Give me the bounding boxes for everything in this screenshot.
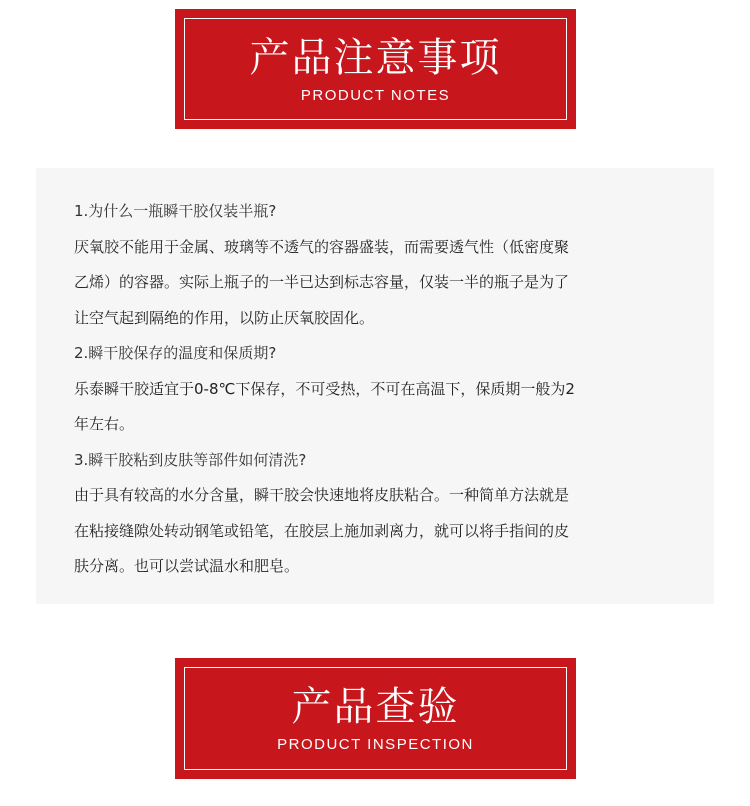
banner-title: 产品查验 bbox=[291, 684, 460, 730]
answer-2-line-1: 乐泰瞬干胶适宜于0-8℃下保存，不可受热，不可在高温下，保质期一般为2 bbox=[74, 379, 575, 398]
answer-1-line-1: 厌氧胶不能用于金属、玻璃等不透气的容器盛装，而需要透气性（低密度聚 bbox=[74, 237, 570, 256]
banner-subtitle: PRODUCT INSPECTION bbox=[277, 736, 474, 753]
section-banner-product-notes bbox=[175, 9, 576, 129]
question-2: 2.瞬干胶保存的温度和保质期? bbox=[74, 344, 277, 362]
section-banner-product-inspection bbox=[175, 658, 576, 779]
notes-panel bbox=[36, 168, 714, 604]
answer-3-line-3: 肤分离。也可以尝试温水和肥皂。 bbox=[74, 557, 300, 575]
banner-frame bbox=[184, 18, 567, 120]
answer-3-line-1: 由于具有较高的水分含量，瞬干胶会快速地将皮肤粘合。一种简单方法就是 bbox=[74, 486, 570, 504]
banner-frame bbox=[184, 667, 567, 770]
answer-1-line-3: 让空气起到隔绝的作用，以防止厌氧胶固化。 bbox=[74, 308, 375, 327]
banner-title: 产品注意事项 bbox=[249, 34, 502, 81]
question-1: 1.为什么一瓶瞬干胶仅装半瓶? bbox=[74, 202, 277, 220]
answer-3-line-2: 在粘接缝隙处转动钢笔或铅笔，在胶层上施加剥离力，就可以将手指间的皮 bbox=[74, 521, 570, 540]
question-3: 3.瞬干胶粘到皮肤等部件如何清洗? bbox=[74, 450, 307, 469]
banner-subtitle: PRODUCT NOTES bbox=[300, 86, 451, 104]
answer-1-line-2: 乙烯）的容器。实际上瓶子的一半已达到标志容量，仅装一半的瓶子是为了 bbox=[74, 273, 570, 291]
answer-2-line-2: 年左右。 bbox=[74, 415, 135, 433]
